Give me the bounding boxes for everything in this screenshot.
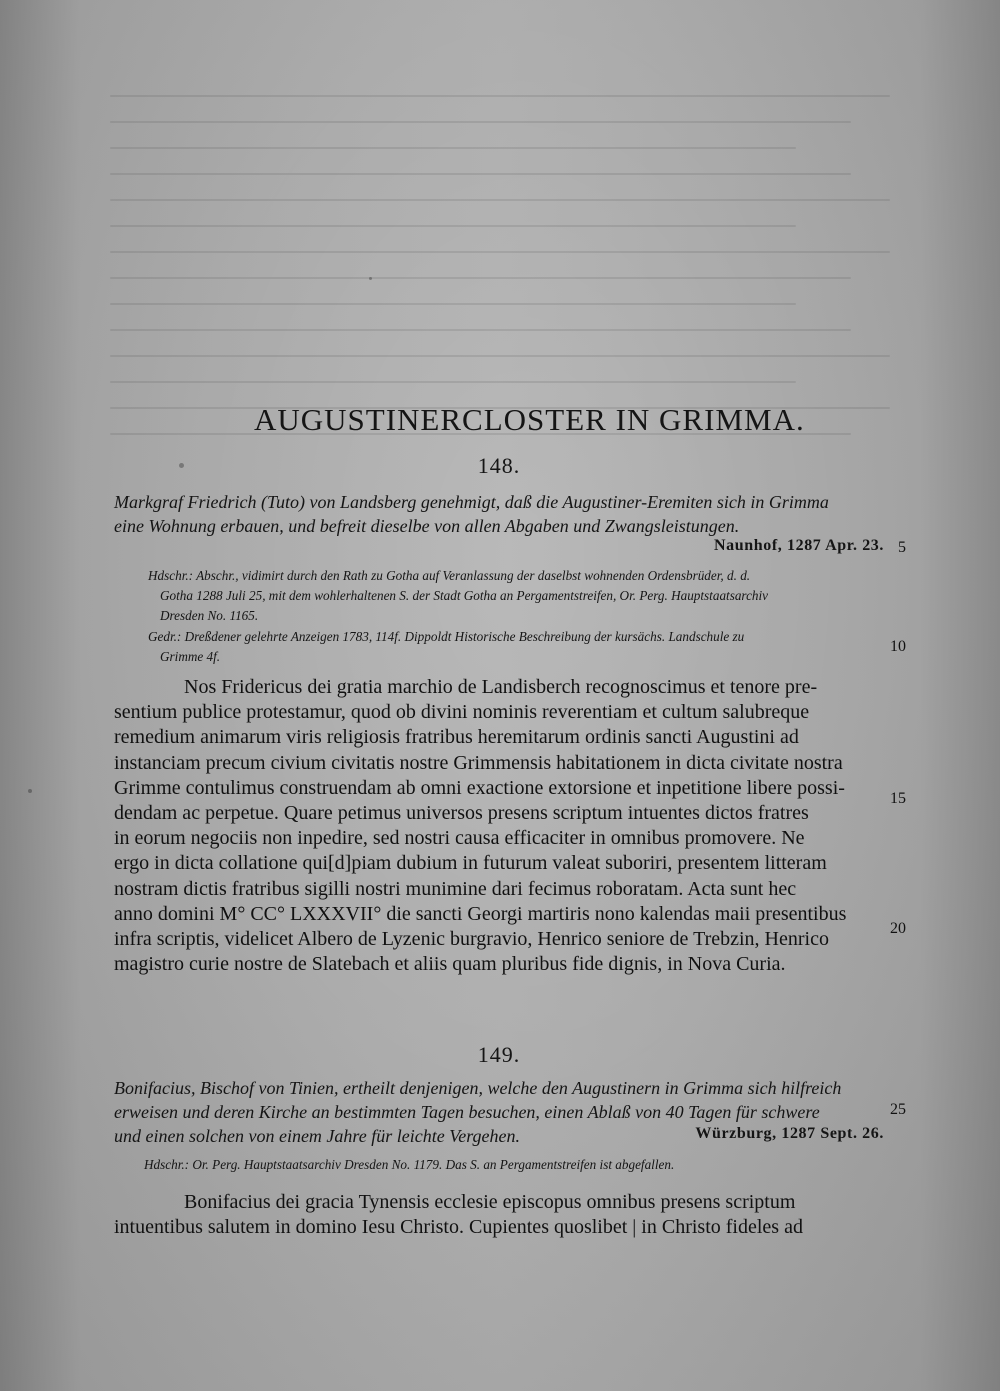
document-body bbox=[114, 1190, 884, 1240]
manuscript-source bbox=[148, 566, 892, 626]
body-line: Grimme contulimus construendam ab omni exactione extorsione et inpetitione libere possi- bbox=[114, 776, 845, 799]
body-line: nostram dictis fratribus sigilli nostri munimine dari fecimus roboratam. Acta sunt hec bbox=[114, 877, 797, 900]
page-title: AUGUSTINERCLOSTER IN GRIMMA. bbox=[254, 401, 805, 437]
body-line: infra scriptis, videlicet Albero de Lyzenic burgravio, Henrico seniore de Trebzin, Henrico bbox=[114, 928, 829, 951]
document-number: 148. bbox=[477, 453, 521, 478]
document-date: Würzburg, 1287 Sept. 26. bbox=[695, 1125, 884, 1142]
body-line: Nos Fridericus dei gratia marchio de Landisberch recognoscimus et tenore pre- bbox=[184, 676, 818, 698]
source-line: Hdschr.: Or. Perg. Hauptstaatsarchiv Dresden No. 1179. Das S. an Pergamentstreifen ist abgefallen. bbox=[144, 1157, 675, 1172]
margin-line-number: 25 bbox=[890, 1101, 906, 1118]
printed-source bbox=[148, 627, 892, 667]
body-line: magistro curie nostre de Slatebach et aliis quam pluribus fide dignis, in Nova Curia. bbox=[114, 953, 786, 976]
body-line: intuentibus salutem in domino Iesu Christo. Cupientes quoslibet | in Christo fideles ad bbox=[114, 1216, 803, 1239]
margin-line-number: 5 bbox=[898, 539, 906, 556]
summary-line: Bonifacius, Bischof von Tinien, ertheilt denjenigen, welche den Augustinern in Grimma sich hilfreich bbox=[114, 1078, 842, 1098]
margin-line-number: 15 bbox=[890, 790, 906, 807]
body-line: anno domini M° CC° LXXXVII° die sancti Georgi martiris nono kalendas maii presentibus bbox=[114, 902, 847, 925]
summary-line: erweisen und deren Kirche an bestimmten Tagen besuchen, einen Ablaß von 40 Tagen für schwere bbox=[114, 1102, 820, 1122]
summary-line: und einen solchen von einem Jahre für leichte Vergehen. bbox=[114, 1126, 521, 1146]
body-line: ergo in dicta collatione qui[d]piam dubium in futurum valeat suboriri, presentem litteram bbox=[114, 852, 827, 875]
source-line: Hdschr.: Abschr., vidimirt durch den Rath zu Gotha auf Veranlassung der daselbst wohnenden Ordensbrüder, d. d. bbox=[148, 568, 751, 583]
summary-line: Markgraf Friedrich (Tuto) von Landsberg genehmigt, daß die Augustiner-Eremiten sich in Grimma bbox=[114, 492, 829, 512]
summary-line: eine Wohnung erbauen, und befreit dieselbe von allen Abgaben und Zwangsleistungen. bbox=[114, 516, 740, 536]
body-line: Bonifacius dei gracia Tynensis ecclesie episcopus omnibus presens scriptum bbox=[184, 1191, 796, 1213]
body-line: remedium animarum viris religiosis fratribus heremitarum ordinis sancti Augustini ad bbox=[114, 726, 799, 749]
body-line: instanciam precum civium civitatis nostre Grimmensis habitationem in dicta civitate nostra bbox=[114, 751, 843, 774]
source-line: Gotha 1288 Juli 25, mit dem wohlerhaltenen S. der Stadt Gotha an Pergamentstreifen, Or. Perg. Hauptstaatsarchiv bbox=[160, 588, 769, 603]
source-line: Grimme 4f. bbox=[160, 649, 221, 664]
manuscript-source bbox=[144, 1155, 894, 1175]
document-number: 149. bbox=[477, 1042, 521, 1067]
body-line: sentium publice protestamur, quod ob divini nominis reverentiam et cultum salubreque bbox=[114, 701, 810, 724]
paper-spot bbox=[28, 789, 32, 793]
source-line: Dresden No. 1165. bbox=[160, 608, 259, 623]
body-line: dendam ac perpetue. Quare petimus universos presens scriptum intuentes dictos fratres bbox=[114, 802, 809, 825]
paper-spot bbox=[369, 277, 372, 280]
document-summary bbox=[114, 490, 884, 538]
source-line: Gedr.: Dreßdener gelehrte Anzeigen 1783, 114f. Dippoldt Historische Beschreibung der kursächs. Landschule zu bbox=[148, 629, 745, 644]
document-date: Naunhof, 1287 Apr. 23. bbox=[714, 537, 884, 554]
margin-line-number: 10 bbox=[890, 638, 906, 655]
document-body bbox=[114, 675, 884, 977]
margin-line-number: 20 bbox=[890, 920, 906, 937]
body-line: in eorum negociis non inpedire, sed nostri causa efficaciter in omnibus promovere. Ne bbox=[114, 827, 805, 850]
